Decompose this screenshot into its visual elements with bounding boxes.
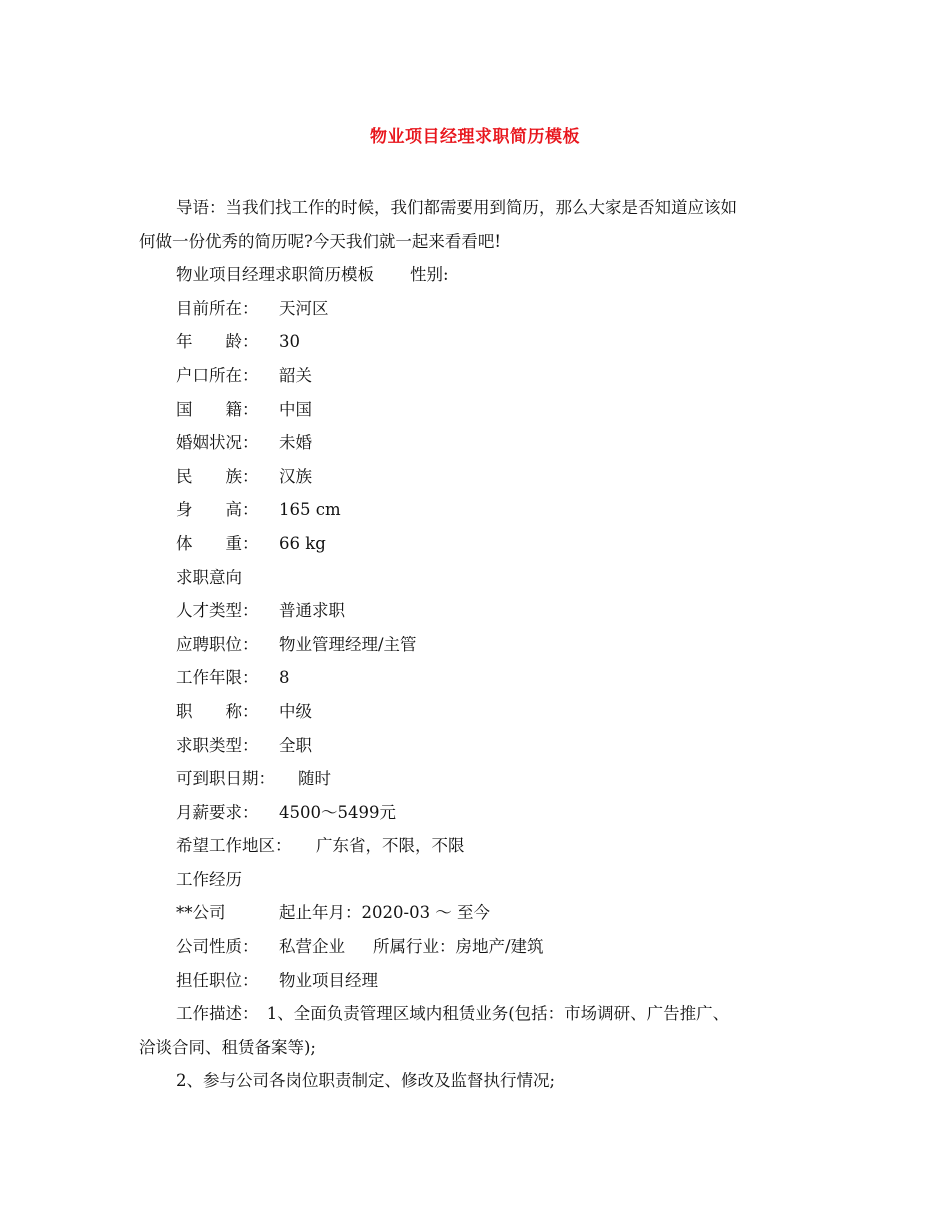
experience-heading: 工作经历 xyxy=(176,869,242,889)
desc-line-1: 工作描述： 1、全面负责管理区域内租赁业务(包括：市场调研、广告推广、 xyxy=(176,1004,730,1024)
available-date-row: 可到职日期： 随时 xyxy=(176,769,331,789)
location-row: 希望工作地区： 广东省，不限，不限 xyxy=(176,836,465,856)
intro-line-2: 何做一份优秀的简历呢?今天我们就一起来看看吧! xyxy=(139,231,501,251)
intro-line-1: 导语：当我们找工作的时候，我们都需要用到简历，那么大家是否知道应该如 xyxy=(176,198,737,217)
salary-row: 月薪要求： 4500～5499元 xyxy=(176,802,396,822)
info-row: 户口所在： 韶关 xyxy=(176,365,312,385)
intro-paragraph xyxy=(139,191,819,258)
info-row: 人才类型： 普通求职 xyxy=(176,601,345,621)
position-row: 担任职位： 物业项目经理 xyxy=(176,970,378,990)
info-row: 求职类型： 全职 xyxy=(176,735,312,755)
document-body xyxy=(139,191,819,1098)
work-description xyxy=(139,997,819,1098)
desc-line-2: 洽谈合同、租赁备案等); xyxy=(139,1037,316,1057)
info-row: 职 称： 中级 xyxy=(176,701,312,721)
intent-heading: 求职意向 xyxy=(176,567,242,587)
header-line xyxy=(139,258,819,292)
info-row: 体 重： 66 kg xyxy=(176,533,326,553)
info-row: 民 族： 汉族 xyxy=(176,466,312,486)
company-period: 起止年月：2020-03 ～ 至今 xyxy=(279,903,491,923)
company-row xyxy=(139,896,819,930)
resume-name: 物业项目经理求职简历模板 xyxy=(176,265,374,285)
info-row: 目前所在： 天河区 xyxy=(176,298,329,318)
gender-label: 性别: xyxy=(410,265,449,285)
info-row: 婚姻状况： 未婚 xyxy=(176,433,312,453)
document-title: 物业项目经理求职简历模板 xyxy=(370,127,580,147)
info-row: 身 高： 165 cm xyxy=(176,500,341,520)
info-row: 年 龄： 30 xyxy=(176,332,300,352)
desc-item-2: 2、参与公司各岗位职责制定、修改及监督执行情况; xyxy=(176,1071,556,1091)
info-row: 国 籍： 中国 xyxy=(176,399,312,419)
company-name: **公司 xyxy=(176,903,226,923)
company-nature-row: 公司性质： 私营企业 所属行业：房地产/建筑 xyxy=(176,937,544,957)
industry: 所属行业：房地产/建筑 xyxy=(373,937,544,957)
info-row: 应聘职位： 物业管理经理/主管 xyxy=(176,634,417,654)
info-row: 工作年限： 8 xyxy=(176,668,290,688)
